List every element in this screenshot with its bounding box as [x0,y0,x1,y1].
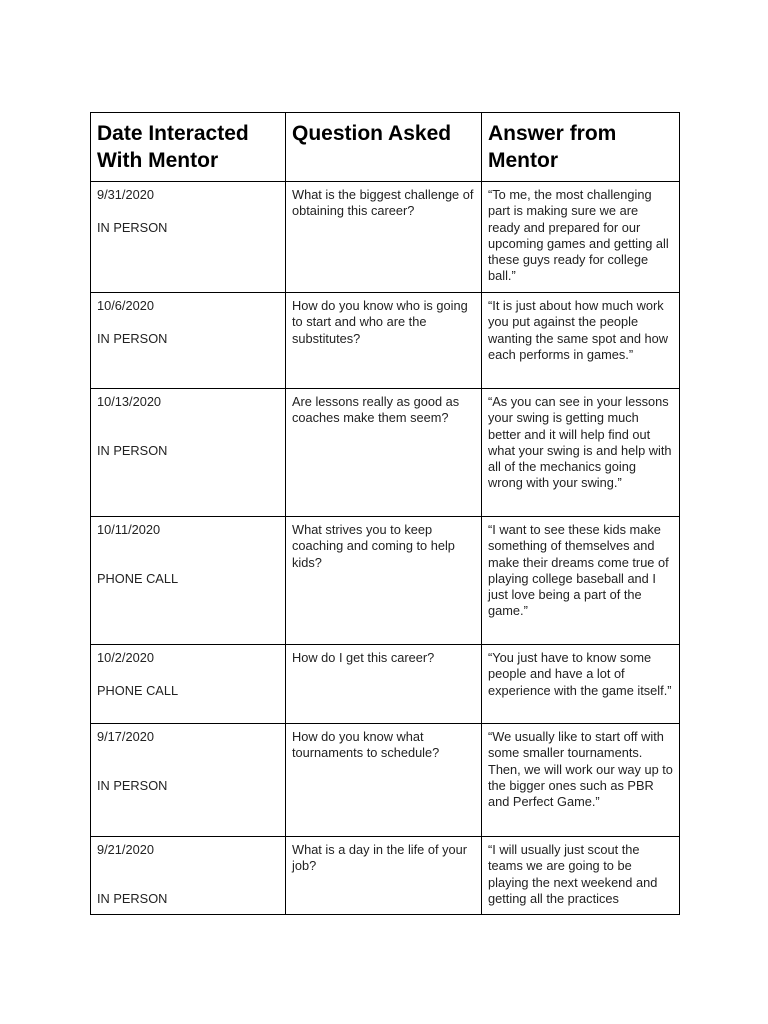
interaction-date: 9/31/2020 [97,187,154,202]
date-cell [91,837,286,915]
table-header-row [91,113,680,182]
question-cell [286,293,482,389]
interaction-mode: IN PERSON [97,777,168,793]
answer-cell [482,182,680,293]
interaction-date: 9/21/2020 [97,842,154,857]
answer-cell [482,389,680,517]
header-answer: Answer from Mentor [488,122,617,172]
question-cell [286,389,482,517]
answer-text: “You just have to know some people and have a lot of experience with the game itself.” [488,650,672,698]
question-text: How do I get this career? [292,650,435,665]
answer-text: “I will usually just scout the teams we are going to be playing the next weekend and getting all the practices [488,842,658,906]
interaction-mode: IN PERSON [97,330,168,346]
header-answer-cell [482,113,680,182]
answer-cell [482,293,680,389]
answer-cell [482,837,680,915]
answer-text: “As you can see in your lessons your swing is getting much better and it will help find out what your swing is and help with all of the mechanics going wrong with your swing.” [488,394,672,491]
interaction-date: 10/6/2020 [97,298,154,313]
mentor-interaction-table [90,112,680,915]
interaction-date: 10/2/2020 [97,650,154,665]
question-text: What is a day in the life of your job? [292,842,467,874]
interaction-date: 10/11/2020 [97,522,161,537]
question-cell [286,645,482,724]
answer-text: “We usually like to start off with some smaller tournaments. Then, we will work our way up to the bigger ones such as PBR and Perfect Game.” [488,729,673,810]
question-cell [286,724,482,837]
table-row [91,293,680,389]
question-text: How do you know who is going to start and who are the substitutes? [292,298,468,346]
interaction-mode: PHONE CALL [97,682,179,698]
header-date-cell [91,113,286,182]
answer-text: “It is just about how much work you put against the people wanting the same spot and how each performs in games.” [488,298,668,362]
answer-cell [482,724,680,837]
question-text: Are lessons really as good as coaches make them seem? [292,394,460,426]
interaction-mode: IN PERSON [97,219,168,235]
interaction-date: 10/13/2020 [97,394,162,409]
question-cell [286,837,482,915]
answer-cell [482,645,680,724]
question-cell [286,517,482,645]
answer-text: “To me, the most challenging part is making sure we are ready and prepared for our upcoming games and getting all these guys ready for college ball.” [488,187,669,284]
answer-cell [482,517,680,645]
date-cell [91,517,286,645]
interaction-mode: PHONE CALL [97,570,179,586]
header-question-cell [286,113,482,182]
table-row [91,389,680,517]
question-text: What strives you to keep coaching and coming to help kids? [292,522,455,570]
date-cell [91,645,286,724]
date-cell [91,182,286,293]
answer-text: “I want to see these kids make something of themselves and make their dreams come true of playing college baseball and I just love being a part of the game.” [488,522,669,619]
table-row [91,837,680,915]
header-question: Question Asked [292,122,452,145]
table-row [91,517,680,645]
date-cell [91,389,286,517]
question-text: What is the biggest challenge of obtaining this career? [292,187,474,219]
date-cell [91,293,286,389]
interaction-mode: IN PERSON [97,890,168,906]
question-cell [286,182,482,293]
header-date: Date Interacted With Mentor [97,122,249,172]
interaction-mode: IN PERSON [97,442,168,458]
date-cell [91,724,286,837]
table-row [91,182,680,293]
interaction-date: 9/17/2020 [97,729,154,744]
table-row [91,645,680,724]
table-row [91,724,680,837]
question-text: How do you know what tournaments to schedule? [292,729,440,761]
